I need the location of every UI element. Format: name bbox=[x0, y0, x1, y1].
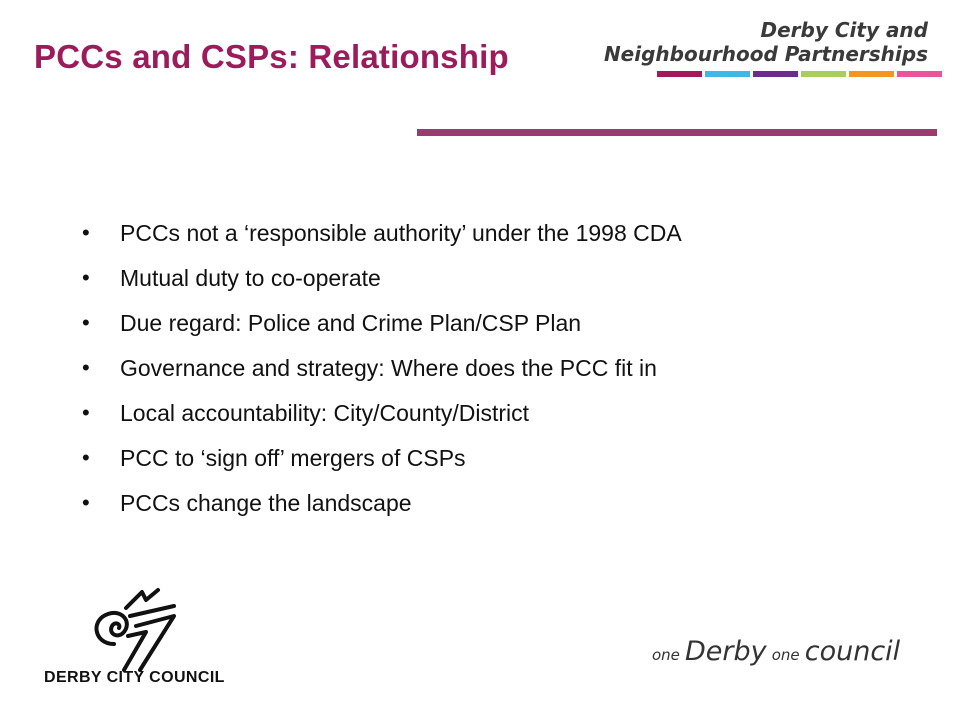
bullet-text: • PCCs not a ‘responsible authority’ under the 1998 CDA bbox=[120, 220, 682, 246]
partnership-name-line-1: Derby City and bbox=[760, 18, 928, 42]
bullet-item bbox=[78, 218, 878, 248]
derby-ram-logo-icon bbox=[84, 586, 180, 672]
bullet-text: • Due regard: Police and Crime Plan/CSP Plan bbox=[120, 310, 582, 336]
brand-color-swatch bbox=[849, 71, 894, 77]
bullet-item bbox=[78, 308, 878, 338]
bullet-item bbox=[78, 488, 878, 518]
brand-color-swatch bbox=[897, 71, 942, 77]
brand-color-swatch bbox=[801, 71, 846, 77]
bullet-item bbox=[78, 443, 878, 473]
slide-title: PCCs and CSPs: Relationship bbox=[34, 38, 509, 75]
bullet-list bbox=[78, 218, 878, 533]
bullet-text: • Governance and strategy: Where does the PCC fit in bbox=[120, 355, 657, 381]
slogan bbox=[652, 636, 900, 667]
slogan-one: one bbox=[771, 646, 800, 664]
bullet-item bbox=[78, 353, 878, 383]
bullet-item bbox=[78, 263, 878, 293]
bullet-item bbox=[78, 398, 878, 428]
bullet-text: • Mutual duty to co-operate bbox=[120, 265, 381, 291]
partnership-name-line-2: Neighbourhood Partnerships bbox=[603, 42, 928, 66]
council-name: DERBY CITY COUNCIL bbox=[44, 669, 225, 686]
slogan-council: council bbox=[804, 636, 901, 667]
title-divider bbox=[417, 129, 937, 136]
partnership-brand bbox=[603, 12, 946, 82]
bullet-text: • PCCs change the landscape bbox=[120, 490, 412, 516]
slogan-derby: Derby bbox=[685, 636, 767, 667]
brand-color-swatch bbox=[753, 71, 798, 77]
bullet-text: • PCC to ‘sign off’ mergers of CSPs bbox=[120, 445, 466, 471]
brand-color-bar bbox=[657, 71, 942, 77]
brand-color-swatch bbox=[705, 71, 750, 77]
brand-color-swatch bbox=[657, 71, 702, 77]
bullet-text: • Local accountability: City/County/District bbox=[120, 400, 530, 426]
slogan-one: one bbox=[652, 646, 680, 664]
